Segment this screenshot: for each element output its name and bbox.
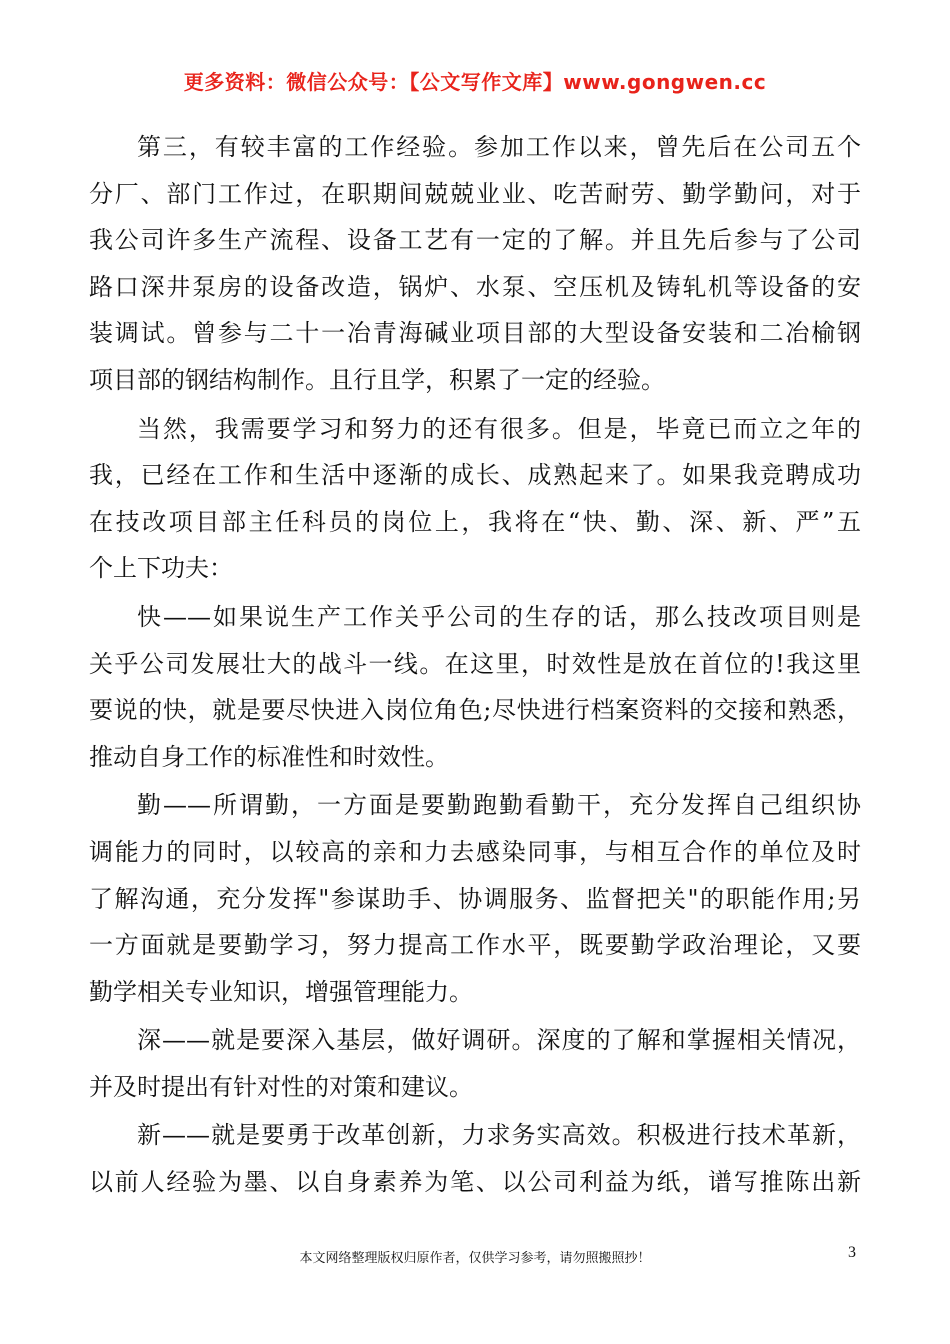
- paragraph: [89, 594, 861, 780]
- paragraph-line: 路口深井泵房的设备改造，锅炉、水泵、空压机及铸轧机等设备的安: [89, 272, 861, 301]
- paragraph-line: 项目部的钢结构制作。且行且学，积累了一定的经验。: [89, 365, 665, 394]
- paragraph-line: 并及时提出有针对性的对策和建议。: [89, 1072, 473, 1101]
- paragraph-line: 当然，我需要学习和努力的还有很多。但是，毕竟已而立之年的: [137, 414, 861, 443]
- paragraph-line: 一方面就是要勤学习，努力提高工作水平，既要勤学政治理论，又要: [89, 931, 861, 960]
- paragraph: [89, 782, 861, 1015]
- document-body: [89, 124, 861, 1208]
- paragraph: [89, 1017, 861, 1110]
- paragraph: [89, 406, 861, 592]
- watermark-header: 更多资料：微信公众号：【公文写作文库】www.gongwen.cc: [183, 70, 767, 94]
- paragraph-line: 我，已经在工作和生活中逐渐的成长、成熟起来了。如果我竞聘成功: [89, 461, 861, 490]
- paragraph-line: 深——就是要深入基层，做好调研。深度的了解和掌握相关情况，: [137, 1026, 861, 1055]
- paragraph-line: 关乎公司发展壮大的战斗一线。在这里，时效性是放在首位的!我这里: [89, 649, 861, 678]
- paragraph-line: 分厂、部门工作过，在职期间兢兢业业、吃苦耐劳、勤学勤问，对于: [89, 179, 861, 208]
- copyright-footer: 本文网络整理版权归原作者，仅供学习参考，请勿照搬照抄！: [299, 1251, 651, 1266]
- paragraph: [89, 124, 861, 404]
- paragraph-line: 在技改项目部主任科员的岗位上，我将在“快、勤、深、新、严”五: [89, 507, 861, 536]
- paragraph: [89, 1112, 861, 1205]
- paragraph-line: 勤学相关专业知识，增强管理能力。: [89, 977, 473, 1006]
- paragraph-line: 快——如果说生产工作关乎公司的生存的话，那么技改项目则是: [137, 602, 861, 631]
- paragraph-line: 了解沟通，充分发挥"参谋助手、协调服务、监督把关"的职能作用;另: [89, 884, 861, 913]
- paragraph-line: 第三，有较丰富的工作经验。参加工作以来，曾先后在公司五个: [137, 133, 861, 161]
- page-number: 3: [848, 1244, 856, 1261]
- paragraph-line: 要说的快，就是要尽快进入岗位角色;尽快进行档案资料的交接和熟悉，: [89, 696, 861, 725]
- paragraph-line: 调能力的同时，以较高的亲和力去感染同事，与相互合作的单位及时: [89, 837, 861, 866]
- paragraph-line: 装调试。曾参与二十一冶青海碱业项目部的大型设备安装和二冶榆钢: [89, 319, 861, 348]
- paragraph-line: 勤——所谓勤，一方面是要勤跑勤看勤干，充分发挥自己组织协: [137, 791, 861, 820]
- paragraph-line: 我公司许多生产流程、设备工艺有一定的了解。并且先后参与了公司: [89, 226, 861, 255]
- paragraph-line: 推动自身工作的标准性和时效性。: [89, 742, 449, 771]
- paragraph-line: 以前人经验为墨、以自身素养为笔、以公司利益为纸，谱写推陈出新: [89, 1168, 861, 1197]
- paragraph-line: 新——就是要勇于改革创新，力求务实高效。积极进行技术革新，: [137, 1121, 861, 1150]
- paragraph-line: 个上下功夫：: [89, 554, 233, 583]
